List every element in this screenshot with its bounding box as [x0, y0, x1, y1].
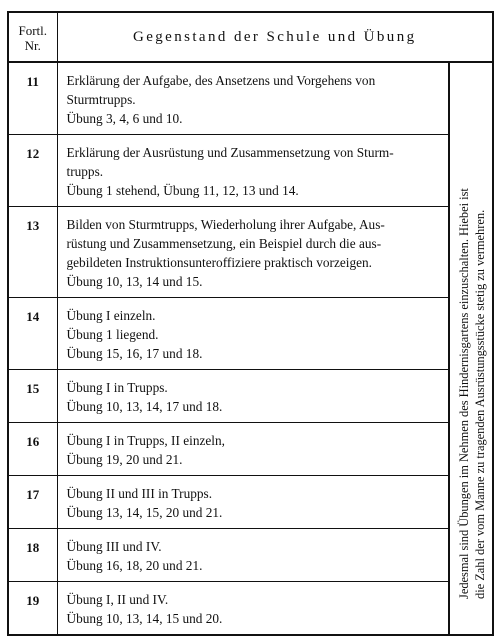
row-number: 16	[8, 423, 57, 476]
training-schedule-table	[7, 11, 494, 636]
row-line: Übung I, II und IV.	[66, 592, 169, 607]
row-line: Übung 15, 16, 17 und 18.	[66, 346, 203, 361]
row-line: Sturmtrupps.	[66, 92, 136, 107]
table-row	[8, 529, 493, 582]
side-note-line2: die Zahl der vom Manne zu tragenden Ausrüstungsstücke stetig zu vermehren.	[473, 209, 487, 599]
table-row	[8, 207, 493, 298]
row-line: Übung 19, 20 und 21.	[66, 452, 183, 467]
row-line: Übung 10, 13, 14, 17 und 18.	[66, 399, 223, 414]
row-line: Übung II und III in Trupps.	[66, 486, 213, 501]
row-content	[57, 62, 449, 135]
row-line: Bilden von Sturmtrupps, Wiederholung ihrer Aufgabe, Aus-	[66, 217, 385, 232]
table-row	[8, 582, 493, 636]
header-num-line2: Nr.	[24, 38, 41, 53]
row-line: gebildeten Instruktionsunteroffiziere praktisch vorzeigen.	[66, 255, 372, 270]
row-line: Erklärung der Ausrüstung und Zusammensetzung von Sturm-	[66, 145, 394, 160]
row-number: 11	[8, 62, 57, 135]
row-line: Übung 13, 14, 15, 20 und 21.	[66, 505, 223, 520]
row-number: 19	[8, 582, 57, 636]
row-line: Übung III und IV.	[66, 539, 162, 554]
row-number: 18	[8, 529, 57, 582]
row-content	[57, 207, 449, 298]
column-header-subject: Gegenstand der Schule und Übung	[57, 12, 493, 62]
row-content	[57, 135, 449, 207]
side-note	[456, 99, 488, 599]
side-note-line1: Jedesmal sind Übungen im Nehmen des Hindernisgartens einzuschalten. Hiebei ist	[457, 187, 471, 599]
row-line: Übung I in Trupps.	[66, 380, 168, 395]
row-number: 14	[8, 298, 57, 370]
column-header-number	[8, 12, 57, 62]
row-content	[57, 529, 449, 582]
row-line: trupps.	[66, 164, 104, 179]
table-row	[8, 135, 493, 207]
row-content	[57, 476, 449, 529]
row-line: Übung 1 stehend, Übung 11, 12, 13 und 14.	[66, 183, 299, 198]
row-line: Übung I in Trupps, II einzeln,	[66, 433, 225, 448]
row-line: Übung 3, 4, 6 und 10.	[66, 111, 183, 126]
row-number: 15	[8, 370, 57, 423]
row-content	[57, 423, 449, 476]
row-number: 17	[8, 476, 57, 529]
header-num-line1: Fortl.	[18, 23, 48, 38]
row-line: Übung I einzeln.	[66, 308, 156, 323]
row-line: rüstung und Zusammensetzung, ein Beispiel durch die aus-	[66, 236, 382, 251]
table-header-row	[8, 12, 493, 62]
row-line: Übung 1 liegend.	[66, 327, 159, 342]
row-line: Übung 16, 18, 20 und 21.	[66, 558, 203, 573]
table-row	[8, 370, 493, 423]
row-content	[57, 582, 449, 636]
row-line: Übung 10, 13, 14 und 15.	[66, 274, 203, 289]
table-row	[8, 298, 493, 370]
row-content	[57, 370, 449, 423]
table-row	[8, 423, 493, 476]
row-content	[57, 298, 449, 370]
side-note-cell	[449, 62, 493, 635]
row-number: 13	[8, 207, 57, 298]
row-number: 12	[8, 135, 57, 207]
row-line: Erklärung der Aufgabe, des Ansetzens und Vorgehens von	[66, 73, 376, 88]
table-row	[8, 62, 493, 135]
table-row	[8, 476, 493, 529]
row-line: Übung 10, 13, 14, 15 und 20.	[66, 611, 223, 626]
